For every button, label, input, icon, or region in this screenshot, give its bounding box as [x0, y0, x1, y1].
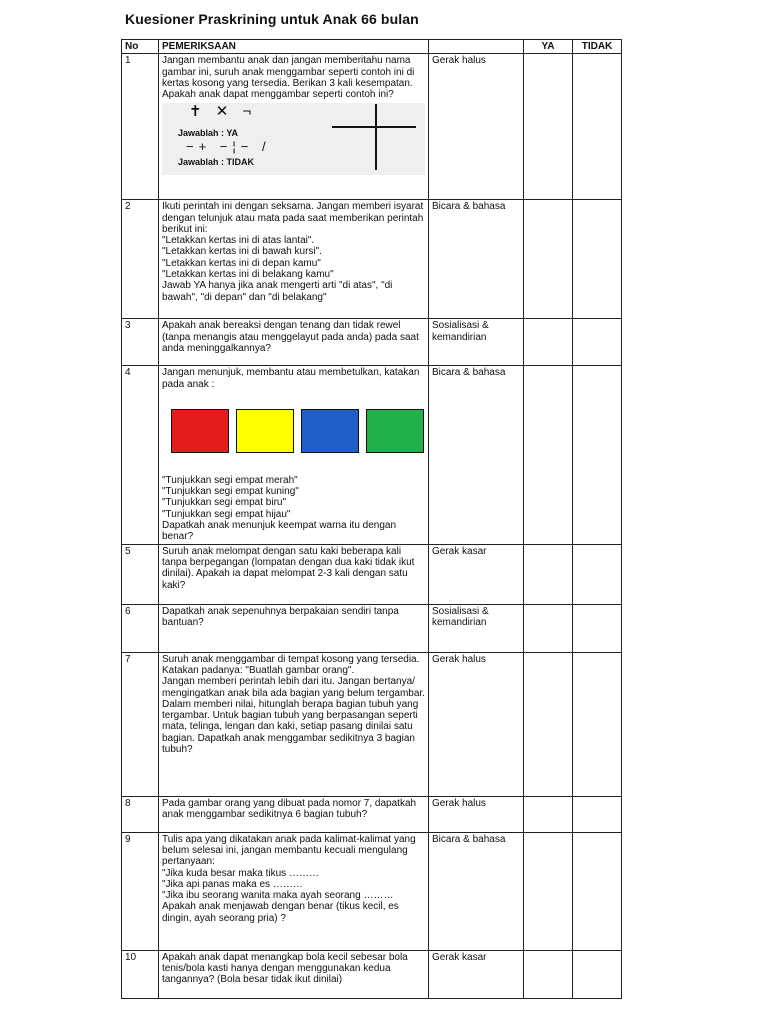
category-cell: Gerak halus — [429, 54, 524, 200]
ya-checkbox-cell[interactable] — [524, 366, 573, 544]
table-row — [122, 200, 622, 319]
table-row — [122, 652, 622, 796]
row-number: 2 — [122, 200, 159, 319]
ya-checkbox-cell[interactable] — [524, 319, 573, 366]
color-swatches — [162, 409, 425, 453]
question-text: Jangan menunjuk, membantu atau membetulkan, katakan pada anak : — [162, 367, 420, 390]
ya-checkbox-cell[interactable] — [524, 200, 573, 319]
question-text: Apakah anak bereaksi dengan tenang dan tidak rewel (tanpa menangis atau menggelayut pada anda) pada saat anda meninggalkannya? — [159, 319, 429, 366]
tidak-checkbox-cell[interactable] — [573, 319, 622, 366]
blue-square — [301, 409, 359, 453]
ya-checkbox-cell[interactable] — [524, 652, 573, 796]
header-ya: YA — [524, 40, 573, 54]
category-cell: Bicara & bahasa — [429, 366, 524, 544]
ya-checkbox-cell[interactable] — [524, 54, 573, 200]
tidak-checkbox-cell[interactable] — [573, 200, 622, 319]
row-number: 5 — [122, 544, 159, 604]
answer-tidak-label: Jawablah : TIDAK — [178, 157, 255, 168]
cross-horizontal-line — [332, 126, 416, 128]
row-number: 8 — [122, 796, 159, 832]
table-row — [122, 544, 622, 604]
ya-checkbox-cell[interactable] — [524, 950, 573, 998]
table-row — [122, 950, 622, 998]
table-row — [122, 54, 622, 200]
category-cell: Gerak halus — [429, 652, 524, 796]
header-category — [429, 40, 524, 54]
yellow-square — [236, 409, 294, 453]
example-wrong-strokes-icon: −+ −¦− / — [186, 139, 271, 155]
drawing-example — [162, 103, 425, 175]
table-row — [122, 319, 622, 366]
kpsp-table — [121, 39, 622, 999]
ya-checkbox-cell[interactable] — [524, 604, 573, 652]
category-cell: Bicara & bahasa — [429, 200, 524, 319]
tidak-checkbox-cell[interactable] — [573, 832, 622, 950]
tidak-checkbox-cell[interactable] — [573, 544, 622, 604]
table-header-row — [122, 40, 622, 54]
cross-vertical-line — [375, 104, 377, 170]
tidak-checkbox-cell[interactable] — [573, 652, 622, 796]
question-text: Suruh anak menggambar di tempat kosong yang tersedia. Katakan padanya: "Buatlah gambar orang". Jangan memberi perintah lebih dari itu. Jangan bertanya/ mengingatkan anak bila ada bagian yang belum tergambar. Dalam memberi nilai, hitunglah berapa bagian tubuh yang tergambar. Untuk bagian tubuh yang berpasangan seperti mata, telinga, lengan dan kaki, setiap pasang dinilai satu bagian. Dapatkah anak menggambar sedikitnya 3 bagian tubuh? — [159, 652, 429, 796]
row-number: 1 — [122, 54, 159, 200]
category-cell: Gerak kasar — [429, 950, 524, 998]
tidak-checkbox-cell[interactable] — [573, 604, 622, 652]
answer-ya-label: Jawablah : YA — [178, 128, 239, 139]
category-cell: Bicara & bahasa — [429, 832, 524, 950]
row-number: 10 — [122, 950, 159, 998]
header-pemeriksaan: PEMERIKSAAN — [159, 40, 429, 54]
red-square — [171, 409, 229, 453]
green-square — [366, 409, 424, 453]
category-cell: Gerak kasar — [429, 544, 524, 604]
tidak-checkbox-cell[interactable] — [573, 366, 622, 544]
question-text: Dapatkah anak sepenuhnya berpakaian sendiri tanpa bantuan? — [159, 604, 429, 652]
table-row — [122, 366, 622, 544]
question-text: Jangan membantu anak dan jangan memberitahu nama gambar ini, suruh anak menggambar seperti contoh ini di kertas kosong yang tersedia. Berikan 3 kali kesempatan. Apakah anak dapat menggambar seperti contoh ini? — [162, 55, 415, 101]
row-number: 9 — [122, 832, 159, 950]
tidak-checkbox-cell[interactable] — [573, 796, 622, 832]
ya-checkbox-cell[interactable] — [524, 832, 573, 950]
example-strokes-icon: ✝ ✕ ¬ — [189, 103, 257, 121]
question-cell — [159, 366, 429, 544]
question-text: Suruh anak melompat dengan satu kaki beberapa kali tanpa berpegangan (lompatan dengan dua kaki tidak ikut dinilai). Apakah ia dapat melompat 2-3 kali dengan satu kaki? — [159, 544, 429, 604]
row-number: 4 — [122, 366, 159, 544]
table-row — [122, 832, 622, 950]
question-text: Ikuti perintah ini dengan seksama. Jangan memberi isyarat dengan telunjuk atau mata pada saat memberikan perintah berikut ini: "Letakkan kertas ini di atas lantai". "Letakkan kertas ini di bawah kursi". "Letakkan kertas ini di depan kamu" "Letakkan kertas ini di belakang kamu" Jawab YA hanya jika anak mengerti arti "di atas", "di bawah", "di depan" dan "di belakang" — [159, 200, 429, 319]
header-no: No — [122, 40, 159, 54]
table-row — [122, 796, 622, 832]
header-tidak: TIDAK — [573, 40, 622, 54]
question-text: Tulis apa yang dikatakan anak pada kalimat-kalimat yang belum selesai ini, jangan membantu kecuali mengulang pertanyaan: "Jika kuda besar maka tikus ……… "Jika api panas maka es ……… "Jika ibu seorang wanita maka ayah seorang ……… Apakah anak menjawab dengan benar (tikus kecil, es dingin, ayah seorang pria) ? — [159, 832, 429, 950]
question-cell — [159, 54, 429, 200]
ya-checkbox-cell[interactable] — [524, 544, 573, 604]
question-text-followup: "Tunjukkan segi empat merah" "Tunjukkan segi empat kuning" "Tunjukkan segi empat biru" "Tunjukkan segi empat hijau" Dapatkah anak menunjuk keempat warna itu dengan benar? — [162, 474, 397, 543]
category-cell: Sosialisasi & kemandirian — [429, 604, 524, 652]
tidak-checkbox-cell[interactable] — [573, 950, 622, 998]
ya-checkbox-cell[interactable] — [524, 796, 573, 832]
document-title: Kuesioner Praskrining untuk Anak 66 bulan — [125, 11, 419, 27]
category-cell: Sosialisasi & kemandirian — [429, 319, 524, 366]
row-number: 3 — [122, 319, 159, 366]
row-number: 6 — [122, 604, 159, 652]
question-text: Apakah anak dapat menangkap bola kecil sebesar bola tenis/bola kasti hanya dengan menggunakan kedua tangannya? (Bola besar tidak ikut dinilai) — [159, 950, 429, 998]
category-cell: Gerak halus — [429, 796, 524, 832]
table-row — [122, 604, 622, 652]
row-number: 7 — [122, 652, 159, 796]
tidak-checkbox-cell[interactable] — [573, 54, 622, 200]
question-text: Pada gambar orang yang dibuat pada nomor 7, dapatkah anak menggambar sedikitnya 6 bagian tubuh? — [159, 796, 429, 832]
